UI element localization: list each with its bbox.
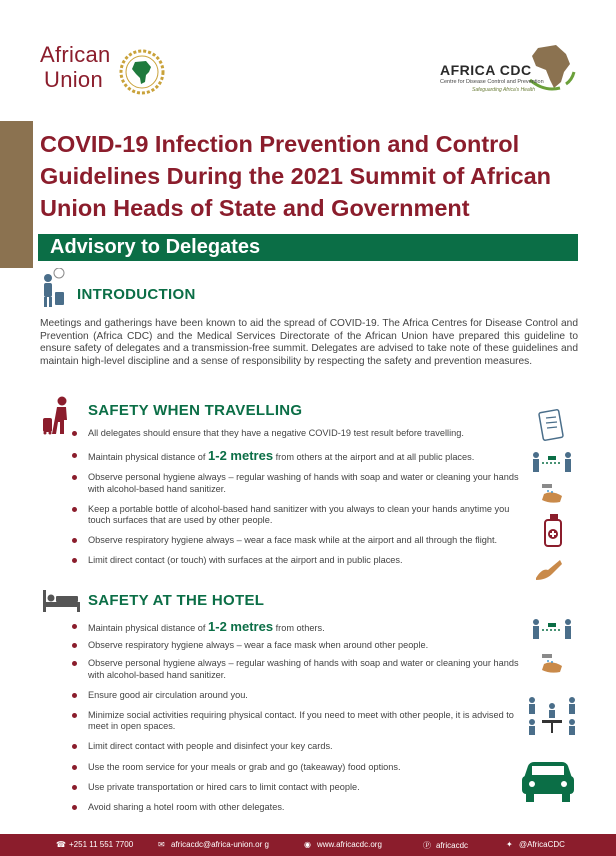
list-item-text: Maintain physical distance of: [88, 452, 209, 463]
list-item: Observe personal hygiene always – regular washing of hands with soap and water or cleaning your hands with alcohol-based hand sanitizer.: [88, 472, 528, 494]
footer-twitter[interactable]: [506, 840, 565, 849]
private-car-icon: [520, 760, 576, 804]
list-item: Minimize social activities requiring physical contact. If you need to meet with other people, it is advised to meet in open spaces.: [88, 710, 528, 732]
cdc-title: AFRICA CDC: [440, 62, 532, 78]
hand-washing-icon: [538, 652, 568, 676]
traveller-icon: [40, 396, 76, 436]
list-item-text: from others.: [273, 623, 325, 633]
phone-text: +251 11 551 7700: [69, 840, 134, 849]
list-item: Observe respiratory hygiene always – wear a face mask when around other people.: [88, 640, 528, 651]
globe-icon: ◉: [304, 840, 311, 849]
introduction-heading: INTRODUCTION: [77, 286, 196, 303]
list-item: Use private transportation or hired cars to limit contact with people.: [88, 782, 528, 793]
list-item: Keep a portable bottle of alcohol-based hand sanitizer with you always to clean your hands anytime you touch surfaces that are used by other people.: [88, 504, 528, 526]
list-item: [88, 450, 528, 463]
au-text-line2: Union: [44, 67, 103, 92]
list-item: Limit direct contact (or touch) with surfaces at the airport and in public places.: [88, 555, 528, 566]
test-document-icon: [538, 408, 566, 442]
travelling-list: [88, 428, 528, 567]
footer-bar: [0, 834, 616, 856]
footer-facebook[interactable]: [423, 840, 468, 851]
social-gathering-icon: [526, 694, 578, 736]
physical-distance-icon: [530, 451, 574, 473]
footer-email[interactable]: [158, 840, 269, 849]
introduction-text: Meetings and gatherings have been known to aid the spread of COVID-19. The Africa Centres for Disease Control and Prevention (Africa CDC) and the Medical Services Directorate of the African Union have prepared this guideline to ensure safety of delegates and a transmission-free summit. Delegates are advised to take note of these guidelines and maintain high-level discipline and a sense of responsibility by respecting the safety and prevention measures.: [40, 318, 578, 367]
footer-phone: [56, 840, 133, 849]
au-text-line1: African: [40, 42, 111, 67]
touch-surface-hand-icon: [534, 554, 564, 582]
list-item: Ensure good air circulation around you.: [88, 690, 528, 701]
list-item: Avoid sharing a hotel room with other delegates.: [88, 802, 528, 813]
africa-cdc-logo: [436, 40, 586, 96]
hotel-bed-icon: [42, 588, 82, 614]
advisory-banner: [38, 234, 578, 261]
hotel-list: [88, 621, 528, 813]
list-item: [88, 621, 528, 634]
african-union-logo: [40, 40, 180, 100]
decorative-side-bar: [0, 121, 33, 268]
physical-distance-icon: [530, 618, 574, 640]
footer-website[interactable]: [304, 840, 382, 849]
list-item: Observe personal hygiene always – regular washing of hands with soap and water or cleaning your hands with alcohol-based hand sanitizer.: [88, 658, 528, 680]
distance-highlight: 1-2 metres: [208, 619, 274, 634]
au-emblem-icon: [118, 48, 166, 96]
african-union-wordmark: [40, 42, 111, 92]
website-text[interactable]: www.africacdc.org: [317, 840, 382, 849]
list-item-text: from others at the airport and at all public places.: [273, 452, 475, 463]
twitter-text[interactable]: @AfricaCDC: [519, 840, 565, 849]
advisory-label: Advisory to Delegates: [50, 236, 261, 258]
sanitizer-bottle-icon: [542, 514, 564, 548]
email-text[interactable]: africacdc@africa-union.or g: [171, 840, 269, 849]
list-item: Observe respiratory hygiene always – wear a face mask while at the airport and all through the flight.: [88, 535, 528, 546]
hand-washing-icon: [538, 482, 568, 506]
twitter-icon: ✦: [506, 840, 513, 849]
cdc-subtitle: Centre for Disease Control and Prevention: [440, 79, 544, 85]
travelling-heading: SAFETY WHEN TRAVELLING: [88, 402, 303, 419]
list-item: Limit direct contact with people and disinfect your key cards.: [88, 741, 528, 752]
list-item: All delegates should ensure that they have a negative COVID-19 test result before travelling.: [88, 428, 528, 439]
hotel-heading: SAFETY AT THE HOTEL: [88, 592, 265, 609]
mail-icon: ✉: [158, 840, 165, 849]
facebook-icon: Ⓟ: [423, 841, 431, 850]
distance-highlight: 1-2 metres: [208, 448, 274, 464]
cdc-tagline: Safeguarding Africa's Health: [472, 87, 536, 93]
document-title: COVID-19 Infection Prevention and Control Guidelines During the 2021 Summit of African Union Heads of State and Government: [40, 131, 551, 221]
phone-icon: ☎: [56, 840, 66, 849]
list-item-text: Maintain physical distance of: [88, 623, 209, 633]
facebook-text[interactable]: africacdc: [436, 841, 469, 850]
traveller-with-luggage-icon: [40, 268, 68, 308]
list-item: Use the room service for your meals or grab and go (takeaway) food options.: [88, 762, 528, 773]
